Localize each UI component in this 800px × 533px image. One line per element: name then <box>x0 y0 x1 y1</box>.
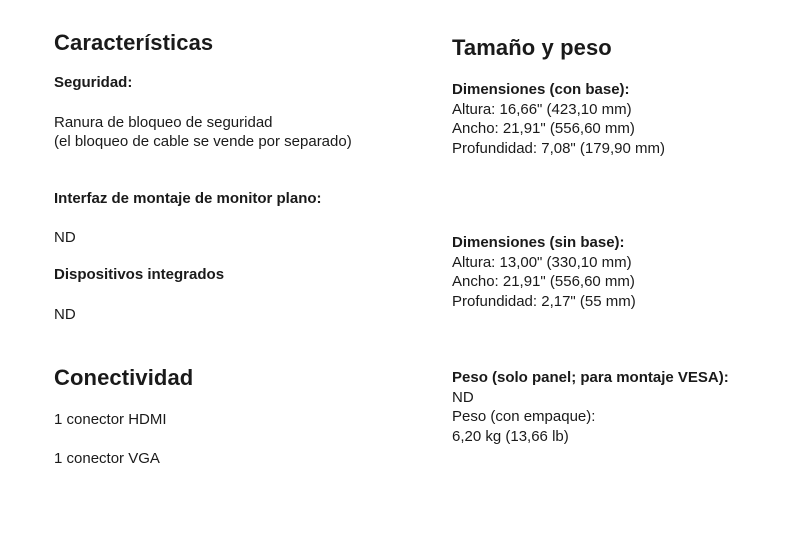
dimensions-without-base-height: Altura: 13,00" (330,10 mm) <box>452 253 632 271</box>
security-line-1: Ranura de bloqueo de seguridad <box>54 114 273 131</box>
dimensions-without-base-depth: Profundidad: 2,17" (55 mm) <box>452 292 636 310</box>
dimensions-with-base-label: Dimensiones (con base): <box>452 81 630 98</box>
connectivity-heading: Conectividad <box>54 365 194 390</box>
dimensions-without-base-width: Ancho: 21,91" (556,60 mm) <box>452 273 635 290</box>
weight-packed-value: 6,20 kg (13,66 lb) <box>452 427 569 445</box>
connectivity-item-hdmi: 1 conector HDMI <box>54 411 167 428</box>
dimensions-without-base-label: Dimensiones (sin base): <box>452 234 625 251</box>
dimensions-with-base-depth: Profundidad: 7,08" (179,90 mm) <box>452 139 665 157</box>
security-line-2: (el bloqueo de cable se vende por separado) <box>54 133 352 150</box>
connectivity-item-vga: 1 conector VGA <box>54 450 160 467</box>
security-label: Seguridad: <box>54 74 133 91</box>
integrated-devices-value: ND <box>54 306 76 323</box>
dimensions-with-base-height: Altura: 16,66" (423,10 mm) <box>452 100 632 118</box>
dimensions-without-base <box>452 233 636 311</box>
mount-interface-value: ND <box>54 229 76 246</box>
weight-block <box>452 368 729 446</box>
features-heading: Características <box>54 30 214 55</box>
mount-interface-label: Interfaz de montaje de monitor plano: <box>54 190 322 207</box>
weight-panel-value: ND <box>452 388 474 406</box>
weight-panel-label: Peso (solo panel; para montaje VESA): <box>452 369 729 386</box>
dimensions-with-base-width: Ancho: 21,91" (556,60 mm) <box>452 120 635 137</box>
integrated-devices-label: Dispositivos integrados <box>54 266 225 283</box>
dimensions-with-base <box>452 80 665 158</box>
size-weight-heading: Tamaño y peso <box>452 35 612 60</box>
weight-packed-label: Peso (con empaque): <box>452 408 596 425</box>
